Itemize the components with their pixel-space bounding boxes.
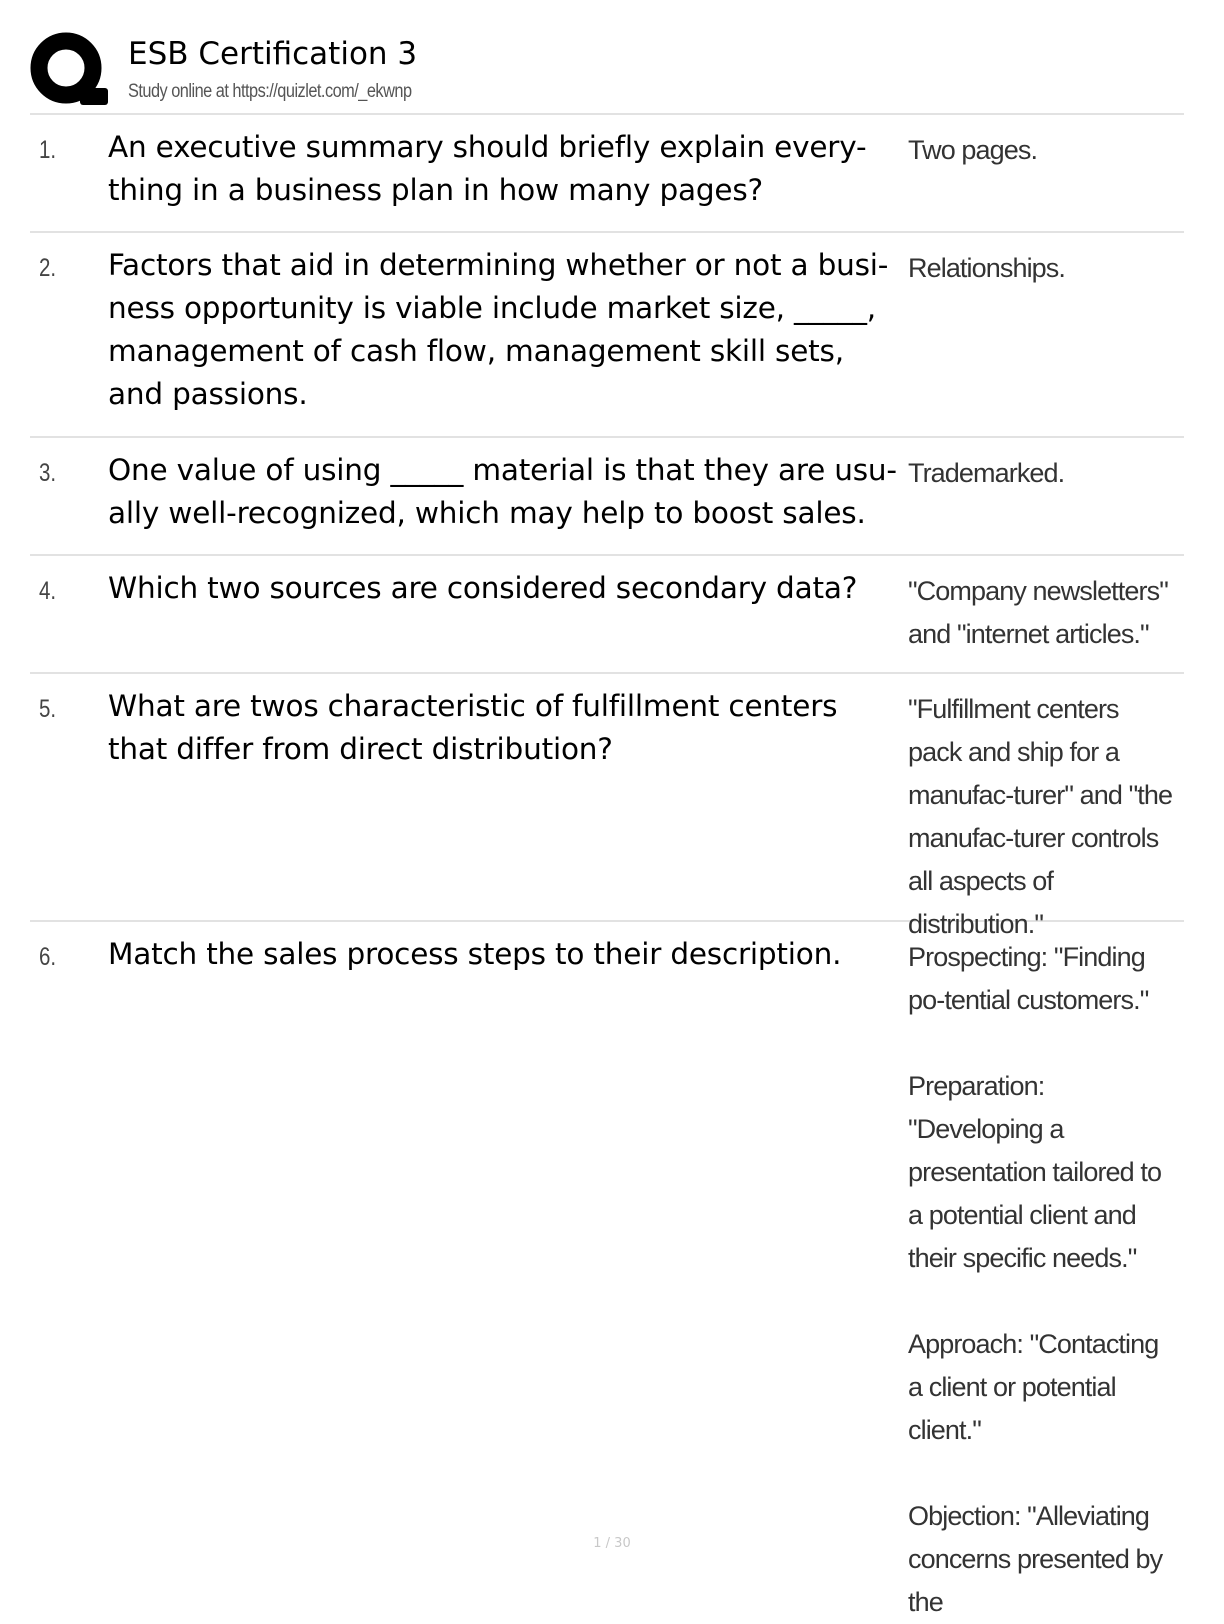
answer-text: Relationships. [908,253,1065,283]
answer-text: Approach: "Contacting a client or potential client." [908,1329,1159,1445]
answer-text: Prospecting: "Finding po-tential customers." [908,942,1149,1015]
flashcard-row [30,115,1184,233]
card-answer [908,570,1178,656]
card-number: 1. [39,136,57,164]
card-answer [908,247,1178,290]
flashcard-row [30,674,1184,939]
card-question: One value of using _____ material is that they are usu-ally well-recognized, which may help to boost sales. [108,453,897,530]
card-number: 3. [39,459,57,487]
card-question: What are twos characteristic of fulfillment centers that differ from direct distribution? [108,689,838,766]
card-question: An executive summary should briefly explain every-thing in a business plan in how many pages? [108,130,867,207]
page-title: ESB Certification 3 [128,36,418,72]
study-link[interactable]: Study online at https://quizlet.com/_ekwnp [128,81,412,102]
answer-text: "Fulfillment centers pack and ship for a manufac-turer" and "the manufac-turer controls all aspects of distribution." [908,694,1173,939]
card-answer [908,936,1178,1624]
page-header [30,30,1184,114]
card-question: Factors that aid in determining whether or not a busi-ness opportunity is viable include market size, _____, management of cash flow, management skill sets, and passions. [108,248,889,411]
answer-text: Two pages. [908,135,1038,165]
card-number: 2. [39,254,57,282]
card-number: 6. [39,943,57,971]
page-number: 1 / 30 [593,1536,631,1551]
answer-text: Objection: "Alleviating concerns presented by the [908,1501,1163,1617]
card-number: 4. [39,577,57,605]
answer-text: "Company newsletters" and "internet articles." [908,576,1168,649]
answer-text: Trademarked. [908,458,1065,488]
card-number: 5. [39,695,57,723]
card-answer [908,688,1178,946]
quizlet-logo-icon [30,32,108,110]
card-question: Which two sources are considered secondary data? [108,571,858,605]
card-question: Match the sales process steps to their description. [108,937,842,971]
answer-text: Preparation: "Developing a presentation tailored to a potential client and their specific needs." [908,1071,1162,1273]
card-answer [908,129,1178,172]
flashcard-row [30,438,1184,556]
flashcard-row [30,556,1184,674]
flashcard-row [30,233,1184,438]
card-answer [908,452,1178,495]
